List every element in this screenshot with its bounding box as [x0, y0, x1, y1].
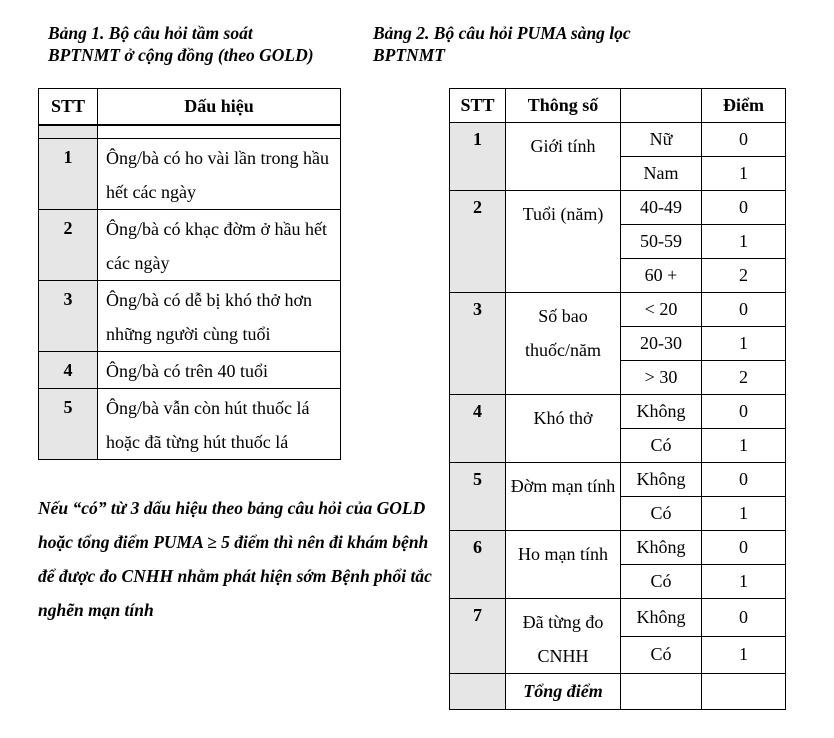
row-sign: Ông/bà có trên 40 tuổi	[98, 352, 341, 389]
puma-table	[449, 88, 786, 710]
group-parameter: Đờm mạn tính	[506, 463, 621, 531]
group-number: 1	[450, 123, 506, 191]
column-header-param: Thông số	[506, 89, 621, 123]
column-header-sign: Dấu hiệu	[98, 89, 341, 125]
group-number: 2	[450, 191, 506, 293]
option-label: Có	[621, 497, 702, 531]
table-row	[450, 293, 786, 327]
option-label: > 30	[621, 361, 702, 395]
option-points: 1	[702, 225, 786, 259]
group-parameter: Ho mạn tính	[506, 531, 621, 599]
table-row	[39, 139, 341, 210]
group-parameter: Khó thở	[506, 395, 621, 463]
row-sign: Ông/bà có khạc đờm ở hầu hết các ngày	[98, 210, 341, 281]
table-row	[39, 389, 341, 460]
table-row	[39, 210, 341, 281]
row-number: 2	[39, 210, 98, 281]
group-parameter: Giới tính	[506, 123, 621, 191]
option-label: 40-49	[621, 191, 702, 225]
option-points: 2	[702, 259, 786, 293]
table-row	[450, 123, 786, 157]
option-points: 0	[702, 463, 786, 497]
group-parameter: Số bao thuốc/năm	[506, 293, 621, 395]
table-row	[450, 191, 786, 225]
option-points: 2	[702, 361, 786, 395]
group-parameter: Tuổi (năm)	[506, 191, 621, 293]
option-label: Không	[621, 531, 702, 565]
group-number: 6	[450, 531, 506, 599]
option-points: 0	[702, 395, 786, 429]
option-label: Không	[621, 395, 702, 429]
row-number: 4	[39, 352, 98, 389]
option-points: 1	[702, 636, 786, 674]
total-value-cell	[702, 674, 786, 710]
table-row	[450, 599, 786, 637]
group-number: 5	[450, 463, 506, 531]
column-header-stt: STT	[39, 89, 98, 125]
option-label: Có	[621, 429, 702, 463]
option-label: Nam	[621, 157, 702, 191]
row-sign: Ông/bà có dễ bị khó thở hơn những người cùng tuổi	[98, 281, 341, 352]
option-points: 0	[702, 123, 786, 157]
option-label: Có	[621, 565, 702, 599]
option-label: Nữ	[621, 123, 702, 157]
screening-note: Nếu “có” từ 3 dấu hiệu theo bảng câu hỏi của GOLD hoặc tổng điểm PUMA ≥ 5 điểm thì nên đi khám bệnh để được đo CNHH nhằm phát hiện sớm Bệnh phổi tắc nghẽn mạn tính	[38, 498, 432, 620]
total-empty-cell	[621, 674, 702, 710]
option-label: Không	[621, 463, 702, 497]
option-points: 1	[702, 565, 786, 599]
column-header-points: Điểm	[702, 89, 786, 123]
column-header-stt: STT	[450, 89, 506, 123]
group-number: 7	[450, 599, 506, 674]
row-number: 5	[39, 389, 98, 460]
option-points: 1	[702, 157, 786, 191]
table-row	[39, 352, 341, 389]
group-number: 4	[450, 395, 506, 463]
option-label: 50-59	[621, 225, 702, 259]
option-label: Có	[621, 636, 702, 674]
option-label: < 20	[621, 293, 702, 327]
option-points: 1	[702, 327, 786, 361]
row-number: 1	[39, 139, 98, 210]
table-row	[450, 463, 786, 497]
total-row	[450, 674, 786, 710]
option-points: 0	[702, 531, 786, 565]
column-header-option	[621, 89, 702, 123]
total-label: Tổng điểm	[506, 674, 621, 710]
row-sign: Ông/bà vẫn còn hút thuốc lá hoặc đã từng hút thuốc lá	[98, 389, 341, 460]
option-label: Không	[621, 599, 702, 637]
option-points: 0	[702, 191, 786, 225]
option-points: 1	[702, 429, 786, 463]
group-parameter: Đã từng đo CNHH	[506, 599, 621, 674]
table-row	[450, 531, 786, 565]
group-number: 3	[450, 293, 506, 395]
table1-caption: Bảng 1. Bộ câu hỏi tầm soát BPTNMT ở cộng đồng (theo GOLD)	[48, 23, 314, 65]
row-number: 3	[39, 281, 98, 352]
gold-table	[38, 88, 341, 460]
option-points: 0	[702, 293, 786, 327]
table-row	[450, 395, 786, 429]
option-points: 1	[702, 497, 786, 531]
total-empty-cell	[450, 674, 506, 710]
option-points: 0	[702, 599, 786, 637]
table2-caption: Bảng 2. Bộ câu hỏi PUMA sàng lọc BPTNMT	[373, 23, 631, 65]
table-row	[39, 281, 341, 352]
row-sign: Ông/bà có ho vài lần trong hầu hết các ngày	[98, 139, 341, 210]
option-label: 20-30	[621, 327, 702, 361]
option-label: 60 +	[621, 259, 702, 293]
